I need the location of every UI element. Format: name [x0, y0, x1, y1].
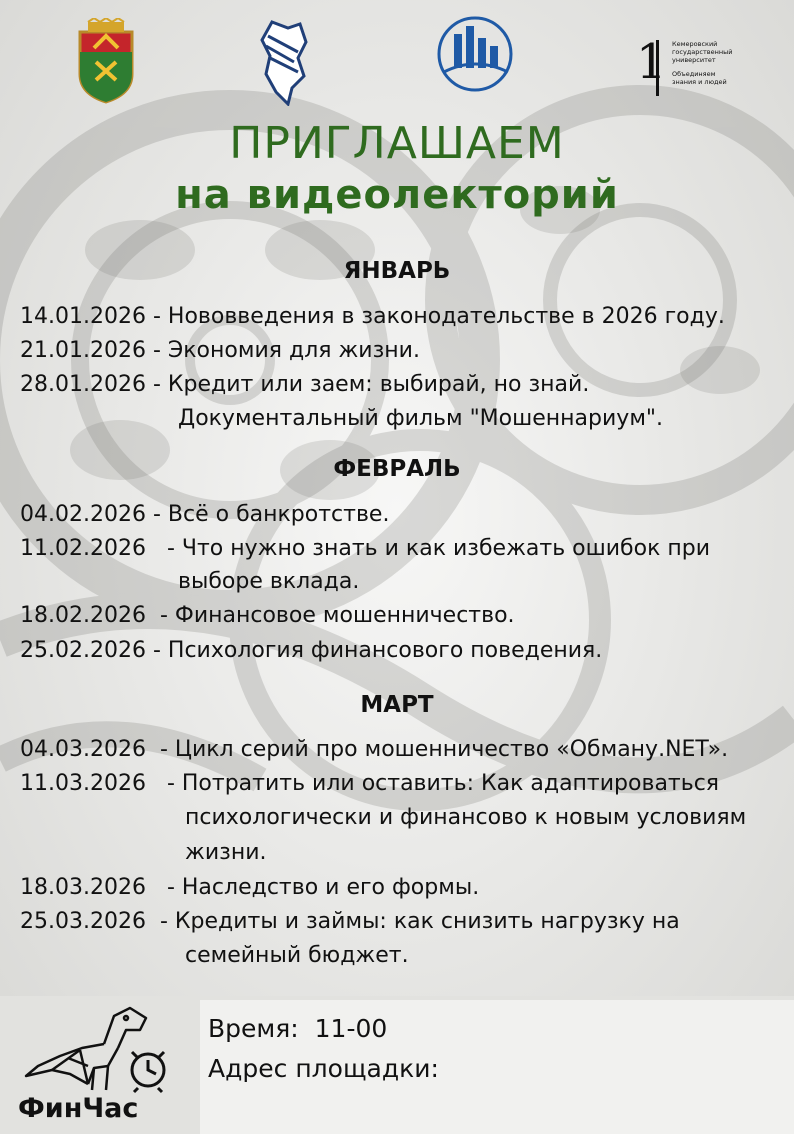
title-videolecture: на видеолекторий	[175, 172, 619, 218]
event-row: 11.03.2026 - Потратить или оставить: Как адаптироваться	[20, 771, 720, 796]
event-title: Потратить или оставить: Как адаптироваться	[181, 771, 720, 796]
event-title: Что нужно знать и как избежать ошибок при	[181, 536, 710, 561]
event-row: 25.03.2026 - Кредиты и займы: как снизить нагрузку на	[20, 909, 680, 934]
event-date: 04.03.2026	[20, 737, 146, 762]
kemsu-bracket-icon	[656, 40, 669, 96]
event-title: Кредиты и займы: как снизить нагрузку на	[174, 909, 680, 934]
ministry-finance-logo	[432, 16, 518, 100]
kuzbass-coat-of-arms-logo	[74, 18, 138, 108]
event-date: 25.03.2026	[20, 909, 146, 934]
month-january: ЯНВАРЬ	[343, 258, 451, 284]
event-date: 28.01.2026	[20, 372, 146, 397]
kemsu-mark: 1	[636, 34, 667, 90]
time-label: Время:	[208, 1014, 299, 1043]
event-row: 28.01.2026 - Кредит или заем: выбирай, но знай.	[20, 372, 590, 397]
event-title-continued: жизни.	[185, 840, 267, 865]
event-row: 11.02.2026 - Что нужно знать и как избежать ошибок при	[20, 536, 710, 561]
event-title: Экономия для жизни.	[167, 338, 420, 363]
event-title-continued: Документальный фильм "Мошеннариум".	[178, 406, 664, 431]
event-title: Цикл серий про мошенничество «Обману.NET».	[174, 737, 729, 762]
finchas-brand: ФинЧас	[18, 1093, 139, 1124]
event-title-continued: выборе вклада.	[178, 569, 360, 594]
event-date: 21.01.2026	[20, 338, 146, 363]
event-title-continued: семейный бюджет.	[185, 943, 409, 968]
event-date: 18.02.2026	[20, 603, 146, 628]
event-title: Финансовое мошенничество.	[174, 603, 515, 628]
region-map-logo	[258, 18, 310, 110]
event-date: 11.02.2026	[20, 536, 146, 561]
event-title-continued: психологически и финансово к новым условиям	[185, 805, 747, 830]
event-title: Всё о банкротстве.	[167, 502, 390, 527]
kemsu-name: Кемеровский государственный университет	[672, 40, 733, 64]
event-row: 04.03.2026 - Цикл серий про мошенничество «Обману.NET».	[20, 737, 729, 762]
event-date: 04.02.2026	[20, 502, 146, 527]
address-label: Адрес площадки:	[208, 1054, 439, 1083]
event-title: Наследство и его формы.	[181, 875, 480, 900]
event-title: Психология финансового поведения.	[167, 638, 603, 663]
dinosaur-clock-icon	[22, 1004, 172, 1098]
event-row: 14.01.2026 - Нововведения в законодательстве в 2026 году.	[20, 304, 725, 329]
event-row: 18.02.2026 - Финансовое мошенничество.	[20, 603, 515, 628]
time-info	[208, 1014, 387, 1043]
kemsu-slogan: Объединяем знания и людей	[672, 70, 727, 86]
event-row: 18.03.2026 - Наследство и его формы.	[20, 875, 480, 900]
event-date: 14.01.2026	[20, 304, 146, 329]
event-date: 25.02.2026	[20, 638, 146, 663]
event-title: Кредит или заем: выбирай, но знай.	[167, 372, 590, 397]
event-date: 11.03.2026	[20, 771, 146, 796]
event-title: Нововведения в законодательстве в 2026 году.	[167, 304, 725, 329]
kemsu-university-logo	[636, 34, 746, 102]
title-invite: ПРИГЛАШАЕМ	[229, 118, 565, 169]
event-row: 25.02.2026 - Психология финансового поведения.	[20, 638, 603, 663]
month-march: МАРТ	[360, 692, 434, 718]
time-value: 11-00	[314, 1014, 388, 1043]
month-february: ФЕВРАЛЬ	[333, 456, 461, 482]
event-row: 21.01.2026 - Экономия для жизни.	[20, 338, 420, 363]
event-row: 04.02.2026 - Всё о банкротстве.	[20, 502, 390, 527]
event-date: 18.03.2026	[20, 875, 146, 900]
